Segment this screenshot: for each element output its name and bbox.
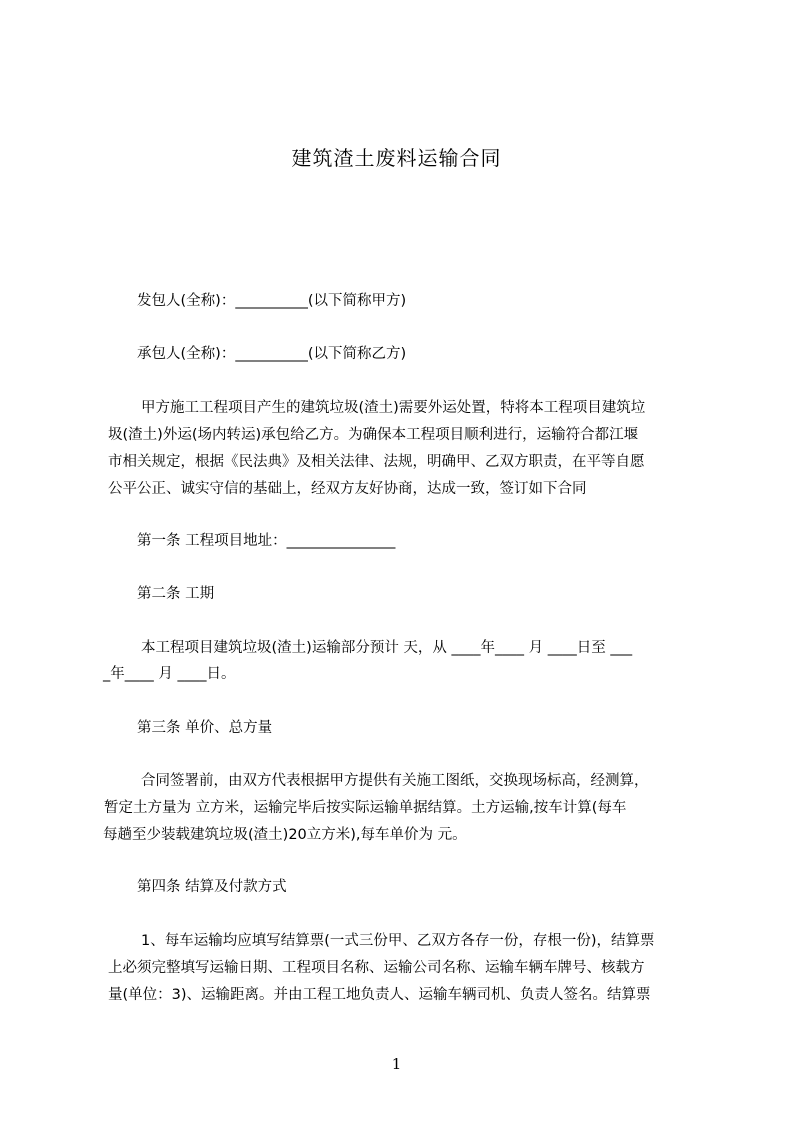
article-4-line-2: 上必须完整填写运输日期、工程项目名称、运输公司名称、运输车辆车牌号、核载方 xyxy=(108,960,645,976)
article-4-heading: 第四条 结算及付款方式 xyxy=(137,879,287,895)
party-b-line: 承包人(全称)：__________(以下简称乙方) xyxy=(137,346,407,362)
party-a-line: 发包人(全称)：__________(以下简称甲方) xyxy=(137,293,407,309)
article-3-line-1: 合同签署前，由双方代表根据甲方提供有关施工图纸，交换现场标高，经测算， xyxy=(141,773,649,789)
intro-line-2: 圾(渣土)外运(场内转运)承包给乙方。为确保本工程项目顺利进行，运输符合都江堰 xyxy=(108,427,639,443)
article-2-line-1: 本工程项目建筑垃圾(渣土)运输部分预计 天，从 ____年____ 月 ____日至 ___ xyxy=(141,640,633,656)
intro-line-4: 公平公正、诚实守信的基础上，经双方友好协商，达成一致，签订如下合同 xyxy=(108,481,587,497)
article-3-line-3: 每趟至少装载建筑垃圾(渣土)20立方米),每车单价为 元。 xyxy=(103,827,467,843)
intro-line-3: 市相关规定，根据《民法典》及相关法律、法规，明确甲、乙双方职责，在平等自愿 xyxy=(108,454,645,470)
intro-line-1: 甲方施工工程项目产生的建筑垃圾(渣土)需要外运处置，特将本工程项目建筑垃 xyxy=(141,400,646,416)
article-2-heading: 第二条 工期 xyxy=(137,586,215,602)
document-title: 建筑渣土废料运输合同 xyxy=(291,146,502,170)
article-2-line-2: _年____ 月 ____日。 xyxy=(103,666,236,682)
page-number: 1 xyxy=(391,1055,402,1073)
article-3-heading: 第三条 单价、总方量 xyxy=(137,720,273,736)
article-4-line-1: 1、每车运输均应填写结算票(一式三份甲、乙双方各存一份，存根一份)，结算票 xyxy=(141,933,655,949)
article-3-line-2: 暂定土方量为 立方米，运输完毕后按实际运输单据结算。土方运输,按车计算(每车 xyxy=(104,800,627,816)
article-1-heading: 第一条 工程项目地址：_______________ xyxy=(137,533,396,549)
article-4-line-3: 量(单位：3)、运输距离。并由工程工地负责人、运输车辆司机、负责人签名。结算票 xyxy=(108,987,651,1003)
